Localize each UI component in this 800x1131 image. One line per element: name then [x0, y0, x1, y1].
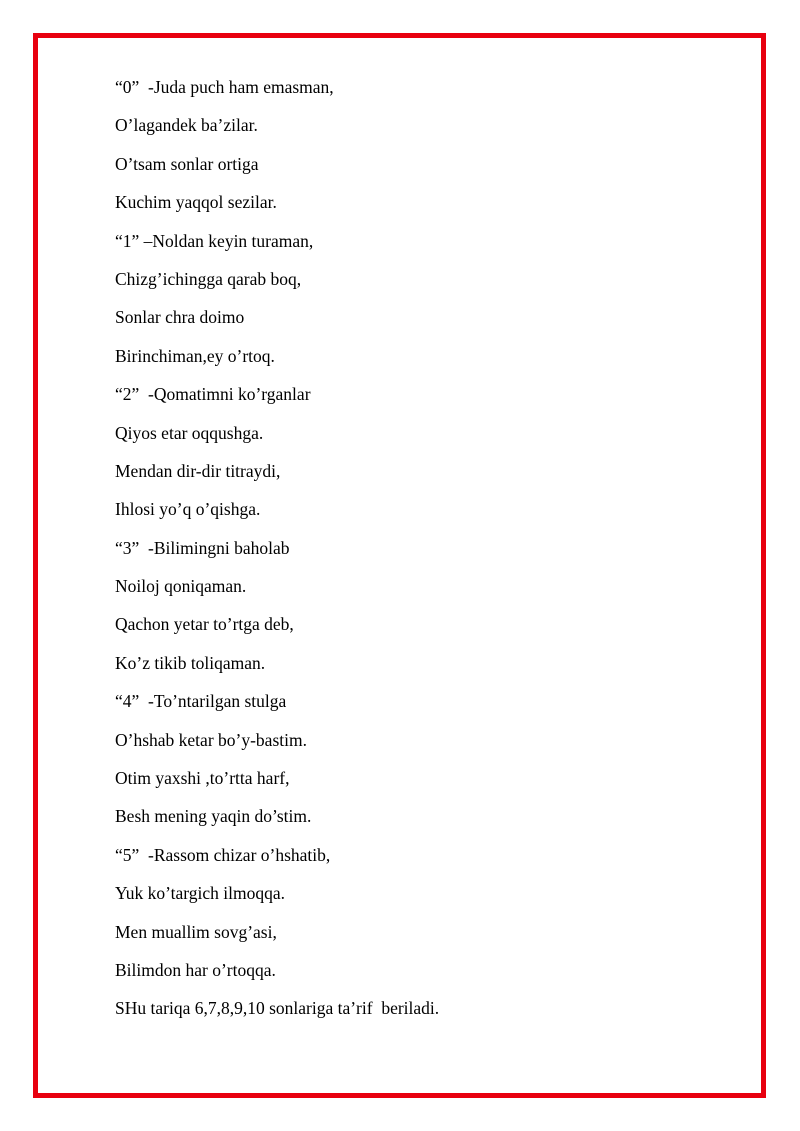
text-line: Ko’z tikib toliqaman.: [115, 652, 266, 673]
text-line: Kuchim yaqqol sezilar.: [115, 192, 277, 213]
poem-text: [115, 74, 439, 1034]
text-line: Qachon yetar to’rtga deb,: [115, 614, 294, 635]
text-line: Bilimdon har o’rtoqqa.: [115, 959, 276, 980]
text-line: “3” -Bilimingni baholab: [115, 537, 290, 558]
text-line: Sonlar chra doimo: [115, 307, 245, 328]
text-line: Chizg’ichingga qarab boq,: [115, 268, 302, 289]
text-line: Otim yaxshi ,to’rtta harf,: [115, 768, 290, 789]
text-line: Men muallim sovg’asi,: [115, 921, 277, 942]
text-line: Ihlosi yo’q o’qishga.: [115, 499, 261, 520]
text-line: Yuk ko’targich ilmoqqa.: [115, 883, 285, 904]
text-line: Qiyos etar oqqushga.: [115, 422, 264, 443]
text-line: Mendan dir-dir titraydi,: [115, 460, 281, 481]
text-line: SHu tariqa 6,7,8,9,10 sonlariga ta’rif beriladi.: [115, 998, 440, 1019]
text-line: “0” -Juda puch ham emasman,: [115, 77, 334, 97]
text-line: O’tsam sonlar ortiga: [115, 153, 259, 174]
text-line: O’hshab ketar bo’y-bastim.: [115, 729, 307, 750]
text-line: “2” -Qomatimni ko’rganlar: [115, 384, 311, 405]
text-line: O’lagandek ba’zilar.: [115, 115, 258, 136]
text-line: “1” –Noldan keyin turaman,: [115, 230, 314, 251]
text-line: Besh mening yaqin do’stim.: [115, 806, 312, 827]
text-line: “5” -Rassom chizar o’hshatib,: [115, 844, 331, 865]
text-line: “4” -To’ntarilgan stulga: [115, 691, 287, 712]
text-line: Birinchiman,ey o’rtoq.: [115, 345, 275, 366]
text-line: Noiloj qoniqaman.: [115, 576, 247, 597]
